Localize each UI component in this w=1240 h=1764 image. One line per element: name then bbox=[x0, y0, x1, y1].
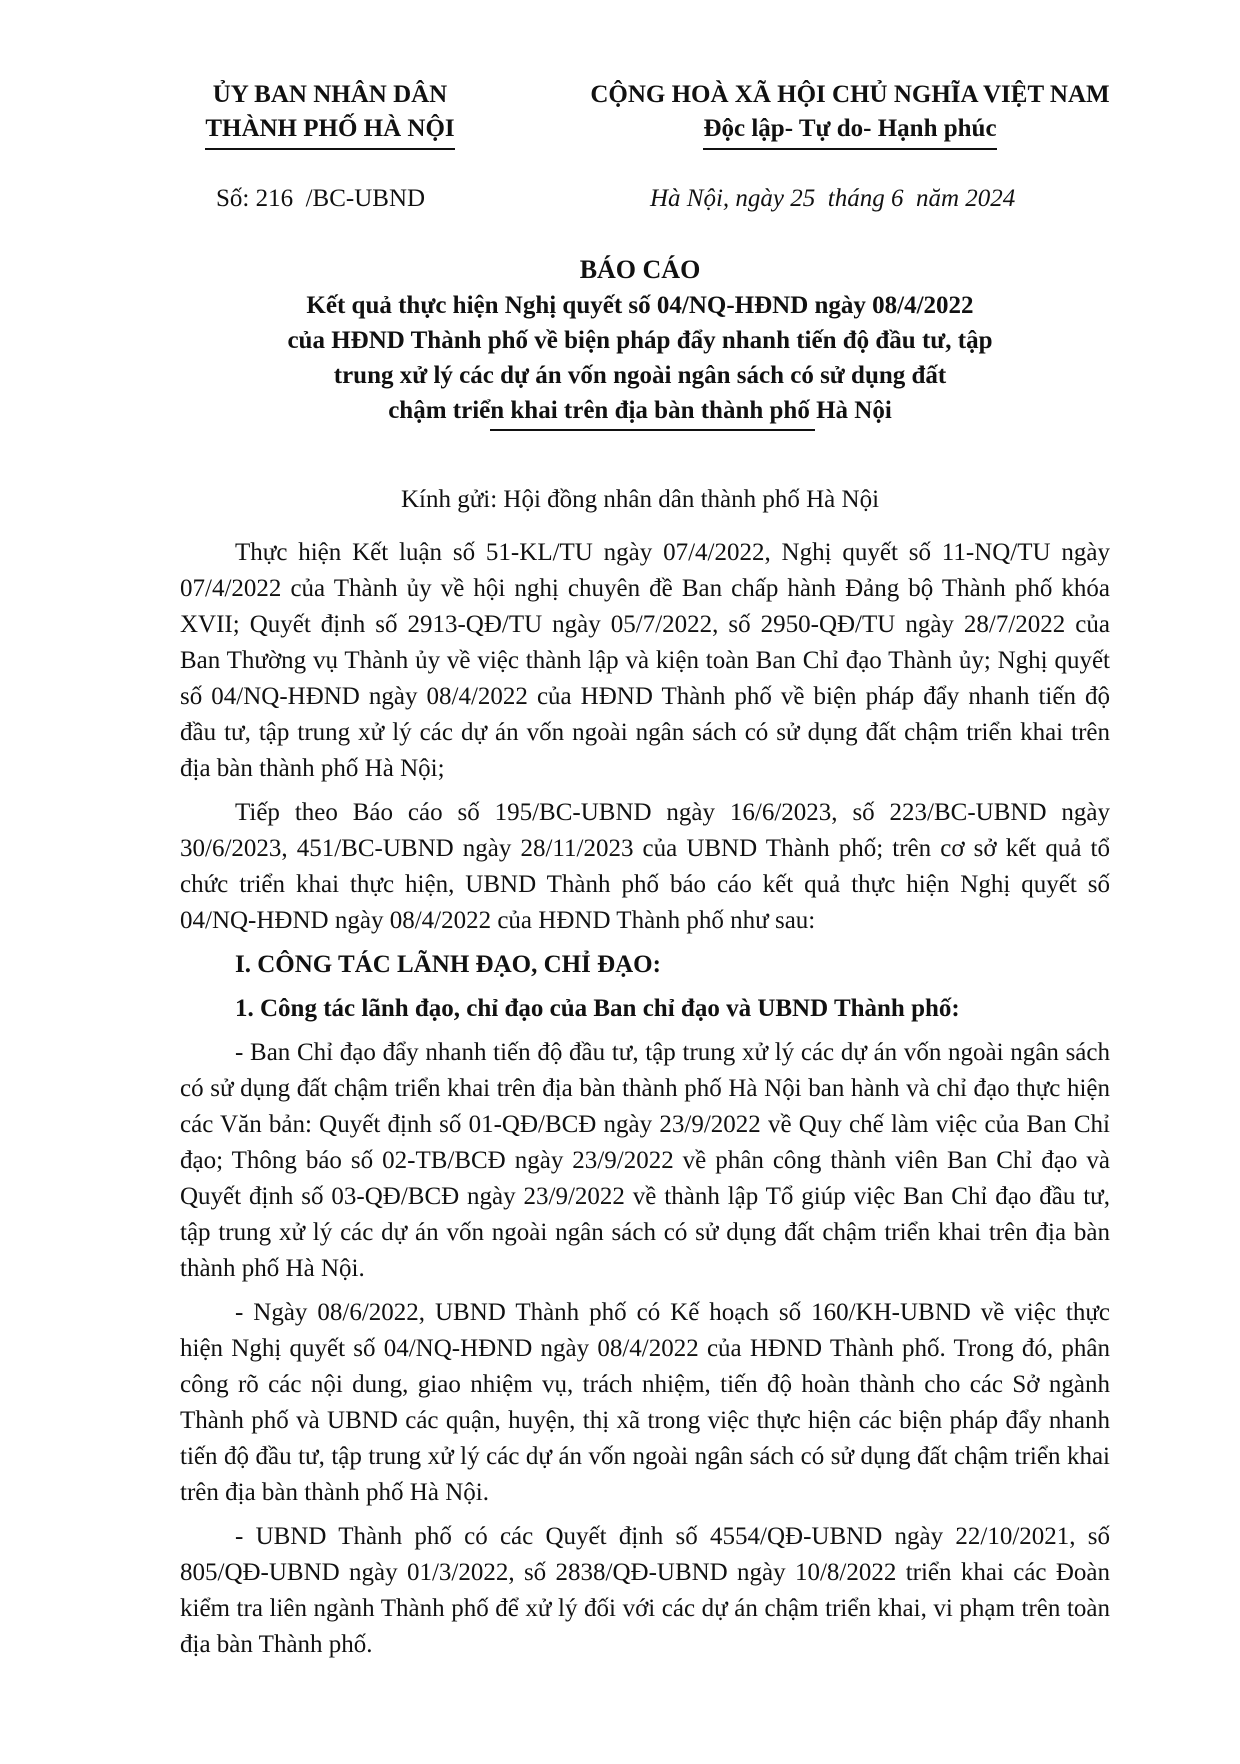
title-line-1: Kết quả thực hiện Nghị quyết số 04/NQ-HĐND ngày 08/4/2022 bbox=[306, 292, 974, 319]
bullet-paragraph-3: - UBND Thành phố có các Quyết định số 4554/QĐ-UBND ngày 22/10/2021, số 805/QĐ-UBND ngày 01/3/2022, số 2838/QĐ-UBND ngày 10/8/2022 triển khai các Đoàn kiểm tra liên ngành Thành phố để xử lý đối với các dự án chậm triển khai, vi phạm trên toàn địa bàn Thành phố. bbox=[180, 1523, 1110, 1658]
agency-line-2: THÀNH PHỐ HÀ NỘI bbox=[205, 112, 454, 150]
document-number: Số: 216 /BC-UBND bbox=[216, 185, 426, 212]
agency-line-1: ỦY BAN NHÂN DÂN bbox=[212, 81, 448, 108]
bullet-paragraph-1: - Ban Chỉ đạo đẩy nhanh tiến độ đầu tư, tập trung xử lý các dự án vốn ngoài ngân sách có sử dụng đất chậm triển khai trên địa bàn thành phố Hà Nội ban hành và chỉ đạo thực hiện các Văn bản: Quyết định số 01-QĐ/BCĐ ngày 23/9/2022 về Quy chế làm việc của Ban Chỉ đạo; Thông báo số 02-TB/BCĐ ngày 23/9/2022 về phân công thành viên Ban Chỉ đạo và Quyết định số 03-QĐ/BCĐ ngày 23/9/2022 về thành lập Tổ giúp việc Ban Chỉ đạo đầu tư, tập trung xử lý các dự án vốn ngoài ngân sách có sử dụng đất chậm triển khai trên địa bàn thành phố Hà Nội. bbox=[180, 1039, 1110, 1282]
document-date: Hà Nội, ngày 25 tháng 6 năm 2024 bbox=[650, 185, 1016, 212]
recipient-line: Kính gửi: Hội đồng nhân dân thành phố Hà Nội bbox=[400, 486, 880, 513]
title-line-2: của HĐND Thành phố về biện pháp đẩy nhanh tiến độ đầu tư, tập bbox=[287, 327, 993, 354]
issuing-agency bbox=[175, 78, 485, 150]
section-heading-1: I. CÔNG TÁC LÃNH ĐẠO, CHỈ ĐẠO: bbox=[235, 951, 661, 978]
national-motto: Độc lập- Tự do- Hạnh phúc bbox=[703, 112, 996, 150]
subsection-heading-1: 1. Công tác lãnh đạo, chỉ đạo của Ban chỉ đạo và UBND Thành phố: bbox=[235, 995, 960, 1022]
document-body bbox=[180, 535, 1110, 1671]
paragraph-2: Tiếp theo Báo cáo số 195/BC-UBND ngày 16/6/2023, số 223/BC-UBND ngày 30/6/2023, 451/BC-UBND ngày 28/11/2023 của UBND Thành phố; trên cơ sở kết quả tổ chức triển khai thực hiện, UBND Thành phố báo cáo kết quả thực hiện Nghị quyết số 04/NQ-HĐND ngày 08/4/2022 của HĐND Thành phố như sau: bbox=[180, 799, 1110, 934]
bullet-paragraph-2: - Ngày 08/6/2022, UBND Thành phố có Kế hoạch số 160/KH-UBND về việc thực hiện Nghị quyết số 04/NQ-HĐND ngày 08/4/2022 của HĐND Thành phố. Trong đó, phân công rõ các nội dung, giao nhiệm vụ, trách nhiệm, tiến độ hoàn thành cho các Sở ngành Thành phố và UBND các quận, huyện, thị xã trong việc thực hiện các biện pháp đẩy nhanh tiến độ đầu tư, tập trung xử lý các dự án vốn ngoài ngân sách có sử dụng đất chậm triển khai trên địa bàn thành phố Hà Nội. bbox=[180, 1299, 1110, 1506]
title-main: BÁO CÁO bbox=[579, 255, 701, 284]
title-line-4: chậm triển khai trên địa bàn thành phố Hà Nội bbox=[388, 397, 892, 424]
title-divider bbox=[490, 429, 815, 431]
document-title bbox=[150, 252, 1130, 428]
nation-name: CỘNG HOÀ XÃ HỘI CHỦ NGHĨA VIỆT NAM bbox=[590, 81, 1110, 108]
title-line-3: trung xử lý các dự án vốn ngoài ngân sách có sử dụng đất bbox=[333, 362, 947, 389]
national-heading bbox=[560, 78, 1140, 150]
paragraph-1: Thực hiện Kết luận số 51-KL/TU ngày 07/4/2022, Nghị quyết số 11-NQ/TU ngày 07/4/2022 của Thành ủy về hội nghị chuyên đề Ban chấp hành Đảng bộ Thành phố khóa XVII; Quyết định số 2913-QĐ/TU ngày 05/7/2022, số 2950-QĐ/TU ngày 28/7/2022 của Ban Thường vụ Thành ủy về việc thành lập và kiện toàn Ban Chỉ đạo Thành ủy; Nghị quyết số 04/NQ-HĐND ngày 08/4/2022 của HĐND Thành phố về biện pháp đẩy nhanh tiến độ đầu tư, tập trung xử lý các dự án vốn ngoài ngân sách có sử dụng đất chậm triển khai trên địa bàn thành phố Hà Nội; bbox=[180, 539, 1110, 782]
